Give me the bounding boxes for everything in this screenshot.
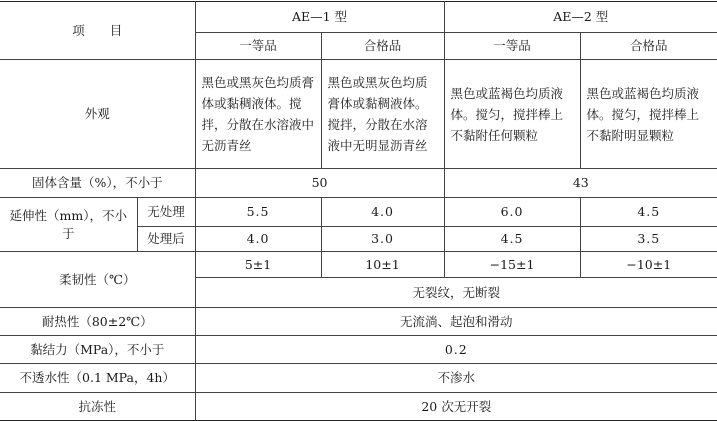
adhesion-value: 0.2 <box>195 336 717 364</box>
ae1-pass-grade-header: 合格品 <box>321 33 444 60</box>
elongation-treated-label: 处理后 <box>137 227 195 252</box>
elongation-treated-value: 4.5 <box>444 227 580 252</box>
ae2-first-grade-header: 一等品 <box>444 33 580 60</box>
header-row-type <box>0 2 717 33</box>
appearance-row <box>0 60 717 169</box>
elongation-untreated-row <box>0 198 717 227</box>
frost-resistance-label: 抗冻性 <box>0 393 195 421</box>
flexibility-temp: −10±1 <box>580 252 717 278</box>
frost-resistance-value: 20 次无开裂 <box>195 393 717 421</box>
ae1-type-header: AE—1 型 <box>195 2 444 33</box>
solid-content-ae2: 43 <box>444 169 717 198</box>
heat-resistance-row <box>0 308 717 336</box>
appearance-ae2-pass: 黑色或蓝褐色均质液体。搅匀，搅拌棒上不黏附明显颗粒 <box>580 60 717 169</box>
flexibility-temp: −15±1 <box>444 252 580 278</box>
frost-resistance-row <box>0 393 717 421</box>
flexibility-label: 柔韧性（℃） <box>0 252 195 308</box>
appearance-ae1-pass: 黑色或黑灰色均质膏体或黏稠液体。搅拌，分散在水溶液中无明显沥青丝 <box>321 60 444 169</box>
elongation-treated-value: 4.0 <box>195 227 321 252</box>
impermeability-value: 不渗水 <box>195 364 717 393</box>
flexibility-temp: 10±1 <box>321 252 444 278</box>
appearance-label: 外观 <box>0 60 195 169</box>
item-header: 项 目 <box>0 2 195 60</box>
flexibility-temp: 5±1 <box>195 252 321 278</box>
adhesion-row <box>0 336 717 364</box>
appearance-ae1-first: 黑色或黑灰色均质膏体或黏稠液体。搅拌，分散在水溶液中无沥青丝 <box>195 60 321 169</box>
elongation-untreated-value: 5.5 <box>195 198 321 227</box>
appearance-ae2-first: 黑色或蓝褐色均质液体。搅匀，搅拌棒上不黏附任何颗粒 <box>444 60 580 169</box>
elongation-label: 延伸性（mm），不小于 <box>0 198 137 252</box>
solid-content-ae1: 50 <box>195 169 444 198</box>
ae1-first-grade-header: 一等品 <box>195 33 321 60</box>
elongation-untreated-label: 无处理 <box>137 198 195 227</box>
adhesion-label: 黏结力（MPa），不小于 <box>0 336 195 364</box>
ae2-pass-grade-header: 合格品 <box>580 33 717 60</box>
solid-content-label: 固体含量（%），不小于 <box>0 169 195 198</box>
elongation-treated-value: 3.5 <box>580 227 717 252</box>
elongation-untreated-value: 4.5 <box>580 198 717 227</box>
solid-content-row <box>0 169 717 198</box>
impermeability-row <box>0 364 717 393</box>
flexibility-temp-row <box>0 252 717 278</box>
heat-resistance-value: 无流淌、起泡和滑动 <box>195 308 717 336</box>
elongation-treated-value: 3.0 <box>321 227 444 252</box>
elongation-untreated-value: 4.0 <box>321 198 444 227</box>
ae2-type-header: AE—2 型 <box>444 2 717 33</box>
flexibility-result: 无裂纹，无断裂 <box>195 278 717 308</box>
heat-resistance-label: 耐热性（80±2℃） <box>0 308 195 336</box>
specification-table <box>0 1 717 421</box>
elongation-untreated-value: 6.0 <box>444 198 580 227</box>
impermeability-label: 不透水性（0.1 MPa，4h） <box>0 364 195 393</box>
